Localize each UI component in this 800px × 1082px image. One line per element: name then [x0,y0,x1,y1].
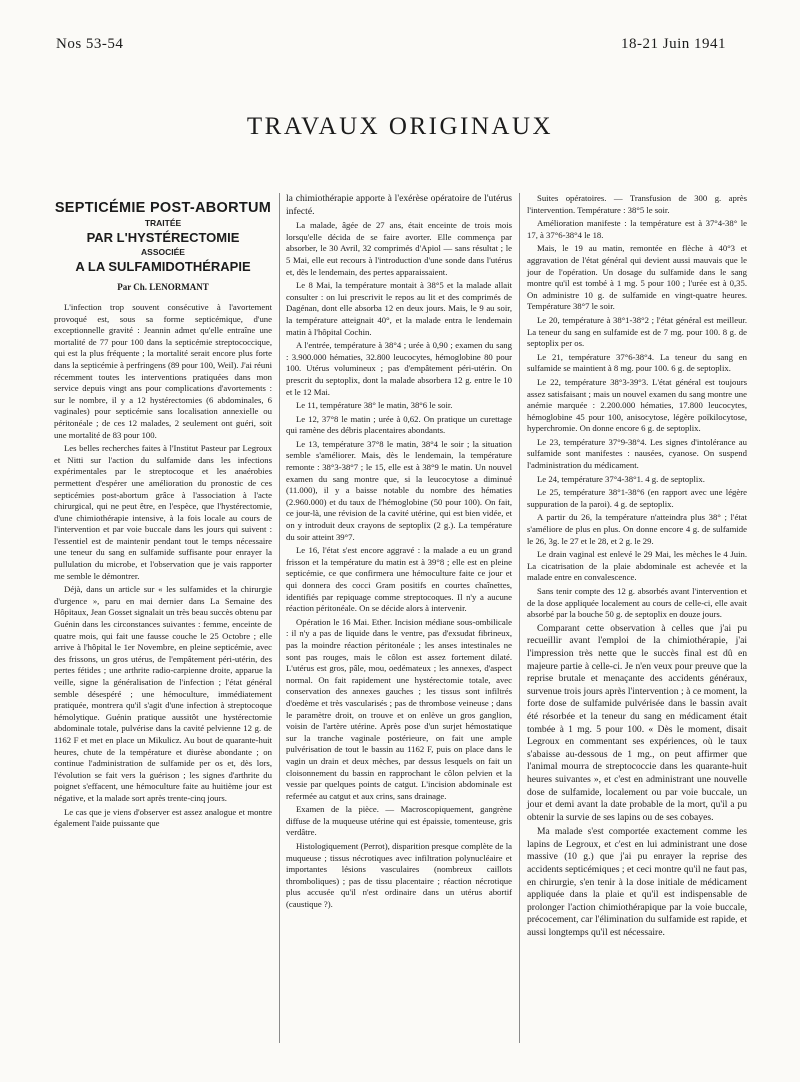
paragraph: A l'entrée, température à 38°4 ; urée à 0,90 ; examen du sang : 3.900.000 hématies, 32.800 leucocytes, hémoglobine 80 pour 100. Utérus volumineux ; pas d'empâtement péri-utérin. On prescrit du septoplix, dont la malade absorbera 12 g. entre le 10 et le 12 Mai. [286,340,512,397]
issue-number: Nos 53-54 [56,36,124,52]
paragraph: Amélioration manifeste : la température est à 37°4-38° le 17, à 37°6-38°4 le 18. [527,218,747,240]
paragraph: Histologiquement (Perrot), disparition presque complète de la muqueuse ; tissus nécrotiques avec infiltration polynucléaire et importantes lésions vasculaires (nombreux caillots thromboliques) ; pas de tissu placentaire ; réaction nécrotique plus accusée qu'il n'est ordinaire dans un utérus abortif (caustique ?). [286,841,512,910]
paragraph: Le 24, température 37°4-38°1. 4 g. de septoplix. [537,473,705,484]
paragraph: L'infection trop souvent consécutive à l'avortement provoqué est, sous sa forme septicémique, d'une exceptionnelle gravité : Jeannin admet qu'elle entraîne une mortalité de 77 pour 100 dans la septicémie streptococcique, qui est la plus fréquente ; la mortalité serait encore plus forte dans la septicémie à perfringens (89 pour 100, Weil). J'ai réuni récemment toutes les interventions pratiquées dans mon service depuis vingt ans pour complications d'avortements : sur le nombre, il y a 12 hystérectomies (6 abdominales, 6 vaginales) pour septicémie sans localisation annexielle ou péritonéale ; de ces 12 malades, 2 seulement ont guéri, soit une mortalité de 83 pour 100. [54,302,272,440]
paragraph: Le 13, température 37°8 le matin, 38°4 le soir ; la situation semble s'améliorer. Mais, dès le lendemain, la température remonte : 38°3-38°7 ; le 15, elle est à 38°9 le matin. Un nouvel examen du sang montre que, si la leucocytose a diminué (11.000), il y a baisse notable du nombre des hématies (2.960.000) et du taux de l'hémoglobine (50 pour 100). On fait, ce jour-là, une révision de la cavité utérine, qui est bien vidée, et on y introduit deux crayons de septoplix (2 g.). La température du soir atteint 39°7. [286,438,512,542]
article-title-line: A LA SULFAMIDOTHÉRAPIE [75,259,251,274]
paragraph: Le 23, température 37°9-38°4. Les signes d'intolérance au sulfamide sont manifestes : nausées, cyanose. On suspend l'administration du médicament. [527,436,747,471]
column-rule [279,193,280,1043]
paragraph: Le cas que je viens d'observer est assez analogue et montre également l'aide puissante que [54,806,272,829]
article-title-line: TRAITÉE [144,218,182,228]
paragraph: Ma malade s'est comportée exactement comme les lapins de Legroux, et c'est en lui administrant une dose massive (10 g.) que j'ai pu enrayer la reprise des accidents septicémiques ; et ceci montre qu'il ne faut pas, en chirurgie, s'en tenir à la dose initiale de médicament appliquée dans la plaie et qu'il est indispensable de prolonger l'action chimiothérapique par la voie buccale, précocement, car l'élimination du sulfamide est rapide, et aussi longtemps qu'il est nécessaire. [527,826,747,939]
article-title-line: PAR L'HYSTÉRECTOMIE [86,230,240,245]
paragraph: La malade, âgée de 27 ans, était enceinte de trois mois lorsqu'elle décida de se faire avorter. Elle commença par absorber, le 30 Avril, 32 comprimés d'Apiol — sans résultat ; le 5 Mai, elle eut recours à l'introduction d'une sonde dans l'utérus et, dès le lendemain, des pertes apparaissaient. [286,220,512,277]
article-author: Par Ch. LENORMANT [117,282,209,292]
paragraph: Examen de la pièce. — Macroscopiquement, gangrène diffuse de la muqueuse utérine qui est épaissie, tomenteuse, gris verdâtre. [286,804,512,838]
paragraph: Opération le 16 Mai. Ether. Incision médiane sous-ombilicale : il n'y a pas de liquide dans le ventre, pas d'exsudat fibrineux, pas la moindre réaction péritonéale ; les anses intestinales ne sont pas rouges, mais le côlon est assez fortement dilaté. L'utérus est gros, pâle, mou, oedémateux ; les annexes, d'aspect normal. On fait rapidement une hystérectomie totale, avec conservation des annexes gauches ; les tissus sont infiltrés d'oedème et très vascularisés ; pas de thrombose veineuse ; dans le paramètre droit, on trouve et on enlève un gros ganglion, voisin de l'artère utérine. Après pose d'un surjet hémostatique sur la tranche vaginale postérieure, on fait une ample pulvérisation de tout le bassin au 1162 F, puis on place dans le vagin un drain et deux mèches, par dessus lesquels on fait un cloisonnement du bassin en rapprochant le côlon pelvien et la vessie par quelques points de catgut. L'incision abdominale est refermée au catgut et aux crins, sans drainage. [286,616,512,801]
paragraph: Le 12, 37°8 le matin ; urée à 0,62. On pratique un curettage qui ramène des débris placentaires abondants. [286,413,512,436]
paragraph: Le drain vaginal est enlevé le 29 Mai, les mèches le 4 Juin. La cicatrisation de la plaie abdominale est achevée et la malade entre en convalescence. [527,549,747,583]
paragraph: Le 25, température 38°1-38°6 (en rapport avec une légère suppuration de la paroi). 4 g. de septoplix. [527,487,747,509]
column-3 [527,193,747,942]
article-title-line: ASSOCIÉE [141,247,185,257]
paragraph: Le 20, température à 38°1-38°2 ; l'état général est meilleur. La teneur du sang en sulfamide est de 7 mg. pour 100. 8 g. de septoplix per os. [527,314,747,349]
paragraph: la chimiothérapie apporte à l'exérèse opératoire de l'utérus infecté. [286,193,512,217]
paragraph: A partir du 26, la température n'atteindra plus 38° ; l'état s'améliore de plus en plus. On donne encore 4 g. de sulfamide le 26, 3g. le 27 et le 28, et 2 g. le 29. [527,512,747,546]
paragraph: Déjà, dans un article sur « les sulfamides et la chirurgie d'urgence », paru en mai dernier dans La Semaine des Hôpitaux, Jean Gosset signalait un très beau succès obtenu par Guénin dans les circonstances suivantes : femme, enceinte de quatre mois, qui fait une fausse couche le 25 Octobre ; elle arrive à l'hôpital le 1er Novembre, en pleine septicémie, avec des frissons, un gros utérus, de l'empâtement péri-utérin, des pertes fétides ; une arthrite radio-carpienne droite, apparue la veille, signe la généralisation de l'infection ; l'état général semble désespéré ; une hémoculture, immédiatement pratiquée, montrera qu'il s'agit d'une infection à streptocoque hémolytique. Guénin pratique aussitôt une hystérectomie abdominale totale, pulvérise dans la cavité pelvienne 12 g. de 1162 F et met en place un Mikulicz. Au bout de quarante-huit heures, chute de la température et diurèse abondante ; on continue l'administration de sulfamide per os et, dès lors, l'évolution se fait vers la guérison ; les signes d'arthrite du poignet s'effacent, une hémoculture faite au huitième jour est négative, et la malade sort après trente-cinq jours. [54,584,272,803]
column-2 [286,193,512,913]
paragraph: Comparant cette observation à celles que j'ai pu recueillir avant l'emploi de la chimiothérapie, j'ai l'impression très nette que le succès final est dû en majeure partie à celle-ci. Je n'en veux pour preuve que la reprise brutale et menaçante des accidents généraux, survenue trois jours après l'intervention ; à ce moment, la forte dose de sulfamide pulvérisée dans le bassin avait été résorbée et la teneur du sang en médicament était tombée à 1 mg. 5 pour 100. « Dès le moment, disait Legroux en commentant ses expériences, où le taux s'abaisse au-dessous de 1 mg., on peut affirmer que l'animal mourra de streptococcie dans les quarante-huit heures suivantes », et c'est en administrant une nouvelle dose de sulfamide, localement ou par voie buccale, un jour et demi avant la date probable de la mort, qu'il a pu obtenir la survie de ses lapins ou de ses cobayes. [527,622,747,823]
paragraph: Le 21, température 37°6-38°4. La teneur du sang en sulfamide se maintient à 8 mg. pour 100. 6 g. de septoplix. [527,351,747,374]
paragraph: Suites opératoires. — Transfusion de 300 g. après l'intervention. Température : 38°5 le soir. [527,193,747,215]
section-title: TRAVAUX ORIGINAUX [246,113,554,140]
article-heading [54,199,272,294]
paragraph: Sans tenir compte des 12 g. absorbés avant l'intervention et de la dose appliquée localement au cours de celle-ci, elle avait absorbé par la bouche 50 g. de septoplix en douze jours. [527,586,747,620]
paragraph: Mais, le 19 au matin, remontée en flèche à 40°3 et aggravation de l'état général qui devient aussi mauvais que le jour de l'opération. Un dosage du sulfamide dans le sang montre qu'il est tombé à 1 mg. 5 pour 100 ; l'urée est à 0,35. On administre 10 g. de sulfamide en vingt-quatre heures. Température 38°7 le soir. [527,243,747,312]
paragraph: Le 22, température 38°3-39°3. L'état général est toujours assez satisfaisant ; mais un nouvel examen du sang montre une anémie marquée : 2.200.000 hématies, 17.800 leucocytes, hémoglobine 45 pour 100, anisocytose, légère poïkilocytose, hyperchromie. On donne encore 6 g. de septoplix. [527,376,747,434]
paragraph: Les belles recherches faites à l'Institut Pasteur par Legroux et Nitti sur l'action du sulfamide dans les infections expérimentales par le streptocoque et les anaérobies permettent d'espérer une amélioration du pronostic de ces septicémies post-abortum grâce à l'association à l'acte chirurgical, qui ne peut être, en l'espèce, que l'hystérectomie, d'une chimiothérapie intensive, à la fois locale au cours de l'intervention et par voie buccale dans les jours qui suivent : l'essentiel est de maintenir pendant tout le temps nécessaire une teneur du sang en sulfamide suffisante pour enrayer la pullulation du microbe, et l'observation que je vais rapporter me semble le démontrer. [54,443,272,581]
paragraph: Le 16, l'état s'est encore aggravé : la malade a eu un grand frisson et la température du matin est à 39°8 ; elle est en pleine septicémie, ce que confirmera une hémoculture faite ce jour et qui donnera des cocci Gram positifs en courtes chaînettes, identifiés par repiquage comme streptocoques. Il n'y a aucune réaction péritonéale. On se décide alors à intervenir. [286,545,512,614]
issue-date: 18-21 Juin 1941 [621,36,726,52]
paragraph: Le 11, température 38° le matin, 38°6 le soir. [296,400,453,411]
column-1 [54,193,272,832]
column-rule [519,193,520,1043]
paragraph: Le 8 Mai, la température montait à 38°5 et la malade allait consulter : on lui prescrivit le repos au lit et des comprimés de Dagénan, dont elle absorba 12 en deux jours. Mais, le 9 au soir, la température atteignait 40°, et la malade entra le lendemain matin à l'hôpital Cochin. [286,280,512,337]
article-title-line: SEPTICÉMIE POST-ABORTUM [54,200,272,216]
